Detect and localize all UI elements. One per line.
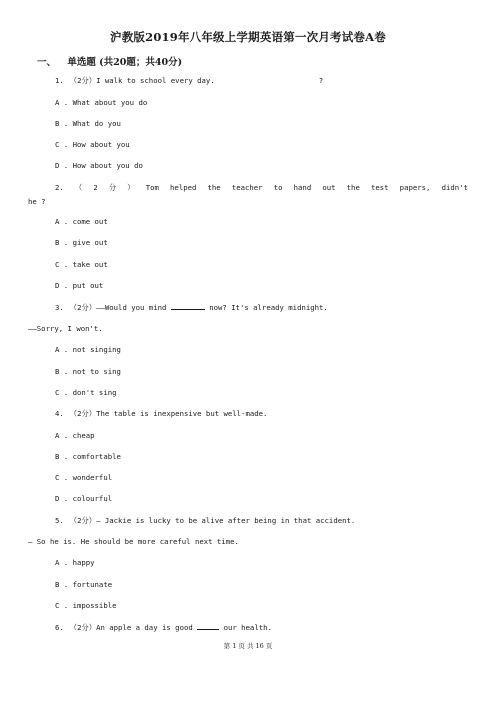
question-5 [55,516,355,526]
question-tail: ? [318,76,324,85]
section-title: 单选题 (共20题；共40分) [67,57,183,68]
question-1 [55,76,323,86]
question-2 [55,183,468,193]
option-q2-b[interactable]: B . give out [55,238,108,247]
option-q1-c[interactable]: C . How about you [55,140,130,149]
question-text-after: now? It's already midnight. [209,303,328,312]
question-3 [55,302,328,313]
question-6 [55,622,272,633]
question-number: 1. [55,76,64,85]
word: test [370,183,389,192]
word: didn't [441,183,468,192]
word: the [207,183,221,192]
question-2-continued: he ? [28,197,46,206]
question-number: 4. [55,409,64,418]
question-4 [55,409,267,419]
question-text-after: our health. [223,623,272,632]
question-points: （2分） [69,409,97,418]
points-close: ） [127,183,135,192]
question-points: （2分） [69,516,97,525]
option-q1-a[interactable]: A . What about you do [55,98,148,107]
section-heading [37,54,182,68]
answer-blank [197,622,219,630]
option-q5-a[interactable]: A . happy [55,558,95,567]
option-q5-c[interactable]: C . impossible [55,601,117,610]
question-number: 2. [55,183,64,192]
page-footer: 第 1 页 共 16 页 [223,642,273,650]
option-q2-d[interactable]: D . put out [55,281,104,290]
question-text: ——Would you mind [96,303,167,312]
option-q1-b[interactable]: B . What do you [55,119,121,128]
option-q1-d[interactable]: D . How about you do [55,161,143,170]
word: teacher [231,183,263,192]
answer-blank [171,302,205,310]
question-text: I walk to school every day. [96,76,215,85]
question-text: The table is inexpensive but well-made. [96,409,268,418]
word: out [322,183,336,192]
question-number: 5. [55,516,64,525]
section-number: 一、 [37,57,57,68]
option-q2-a[interactable]: A . come out [55,217,108,226]
word: hand [293,183,312,192]
word: papers, [399,183,431,192]
question-points: （2分） [69,76,97,85]
question-number: 6. [55,623,64,632]
points-unit: 分 [108,183,117,192]
question-points: （2分） [69,623,97,632]
word: the [346,183,360,192]
option-q4-b[interactable]: B . comfortable [55,452,121,461]
option-q4-d[interactable]: D . colourful [55,494,113,503]
question-points: （2分） [69,303,97,312]
word: helped [170,183,197,192]
page-title: 沪教版2019年八年级上学期英语第一次月考试卷A卷 [110,30,386,44]
option-q4-a[interactable]: A . cheap [55,431,95,440]
option-q2-c[interactable]: C . take out [55,260,108,269]
points-number: 2 [93,183,98,192]
question-number: 3. [55,303,64,312]
question-text: An apple a day is good [96,623,193,632]
word: Tom [145,183,159,192]
question-text: — Jackie is lucky to be alive after being in that accident. [96,516,356,525]
option-q3-c[interactable]: C . don't sing [55,388,117,397]
word: to [273,183,283,192]
question-5-reply: — So he is. He should be more careful next time. [28,537,239,546]
question-3-reply: ——Sorry, I won't. [28,324,103,333]
option-q3-b[interactable]: B . not to sing [55,367,121,376]
option-q5-b[interactable]: B . fortunate [55,580,113,589]
option-q4-c[interactable]: C . wonderful [55,473,113,482]
option-q3-a[interactable]: A . not singing [55,345,121,354]
points-open: （ [74,183,83,192]
